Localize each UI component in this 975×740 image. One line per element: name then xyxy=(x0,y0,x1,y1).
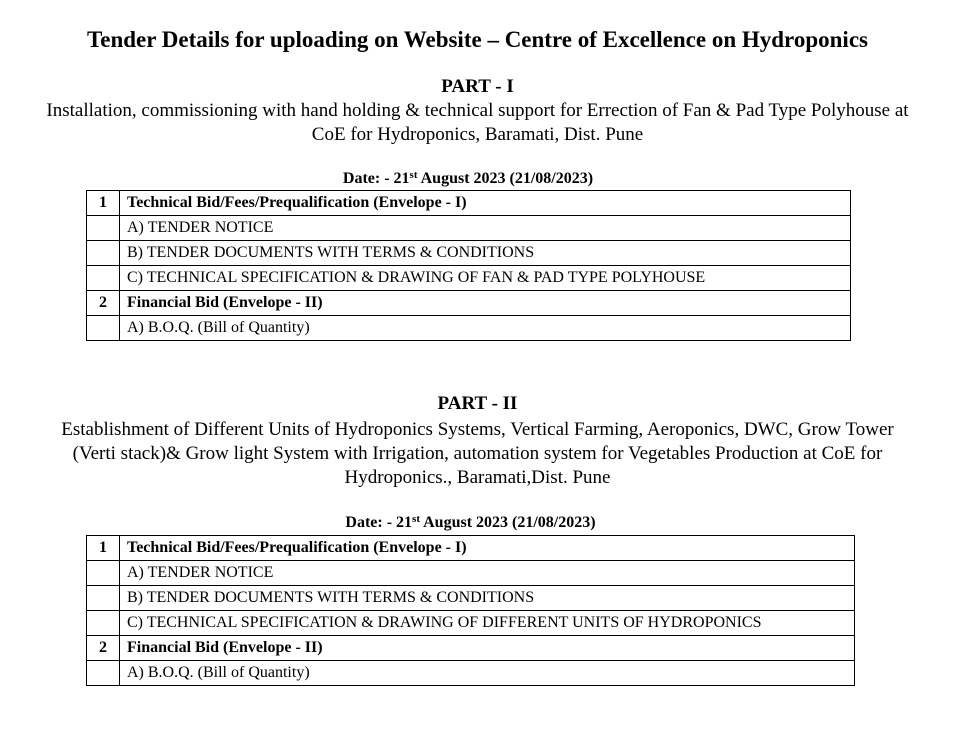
part-1-description xyxy=(0,99,955,147)
table-row xyxy=(87,536,855,561)
part-2-description xyxy=(0,418,955,490)
page-title: Tender Details for uploading on Website – Centre of Excellence on Hydroponics xyxy=(87,27,868,52)
row-number xyxy=(87,216,120,241)
part-2-document-table xyxy=(86,535,855,686)
row-number xyxy=(87,586,120,611)
tender-notice-link[interactable]: A) TENDER NOTICE xyxy=(120,216,851,241)
tender-notice-link[interactable]: A) TENDER NOTICE xyxy=(120,561,855,586)
row-number xyxy=(87,266,120,291)
part-2-heading: PART - II xyxy=(437,393,518,414)
part-1-description-line: CoE for Hydroponics, Baramati, Dist. Pune xyxy=(311,124,644,145)
row-number xyxy=(87,561,120,586)
table-row xyxy=(87,586,855,611)
part-1-document-table xyxy=(86,190,851,341)
row-number xyxy=(87,611,120,636)
table-row xyxy=(87,241,851,266)
part-2-date: Date: - 21st August 2023 (21/08/2023) xyxy=(345,513,596,531)
table-row xyxy=(87,316,851,341)
row-number xyxy=(87,316,120,341)
table-row xyxy=(87,611,855,636)
table-row xyxy=(87,266,851,291)
table-row xyxy=(87,661,855,686)
table-row xyxy=(87,561,855,586)
table-row xyxy=(87,191,851,216)
tender-documents-link[interactable]: B) TENDER DOCUMENTS WITH TERMS & CONDITIONS xyxy=(120,241,851,266)
technical-specification-link[interactable]: C) TECHNICAL SPECIFICATION & DRAWING OF FAN & PAD TYPE POLYHOUSE xyxy=(120,266,851,291)
row-number: 1 xyxy=(87,191,120,216)
table-row xyxy=(87,291,851,316)
table-row xyxy=(87,216,851,241)
row-number: 2 xyxy=(87,291,120,316)
part-2-description-line: Establishment of Different Units of Hydroponics Systems, Vertical Farming, Aeroponics, DWC, Grow Tower xyxy=(61,419,894,440)
row-number xyxy=(87,661,120,686)
financial-bid-label: Financial Bid (Envelope - II) xyxy=(120,636,855,661)
technical-bid-label: Technical Bid/Fees/Prequalification (Envelope - I) xyxy=(120,191,851,216)
part-1-heading: PART - I xyxy=(441,76,514,97)
technical-bid-label: Technical Bid/Fees/Prequalification (Envelope - I) xyxy=(120,536,855,561)
part-1-date: Date: - 21st August 2023 (21/08/2023) xyxy=(342,169,594,187)
technical-specification-link[interactable]: C) TECHNICAL SPECIFICATION & DRAWING OF DIFFERENT UNITS OF HYDROPONICS xyxy=(120,611,855,636)
part-1-description-line: Installation, commissioning with hand holding & technical support for Errection of Fan & Pad Type Polyhouse at xyxy=(46,100,909,121)
boq-link[interactable]: A) B.O.Q. (Bill of Quantity) xyxy=(120,661,855,686)
boq-link[interactable]: A) B.O.Q. (Bill of Quantity) xyxy=(120,316,851,341)
tender-documents-link[interactable]: B) TENDER DOCUMENTS WITH TERMS & CONDITIONS xyxy=(120,586,855,611)
financial-bid-label: Financial Bid (Envelope - II) xyxy=(120,291,851,316)
row-number: 2 xyxy=(87,636,120,661)
part-2-description-line: Hydroponics., Baramati,Dist. Pune xyxy=(344,467,611,488)
row-number: 1 xyxy=(87,536,120,561)
part-2-description-line: (Verti stack)& Grow light System with Irrigation, automation system for Vegetables Production at CoE for xyxy=(72,443,883,464)
table-row xyxy=(87,636,855,661)
row-number xyxy=(87,241,120,266)
